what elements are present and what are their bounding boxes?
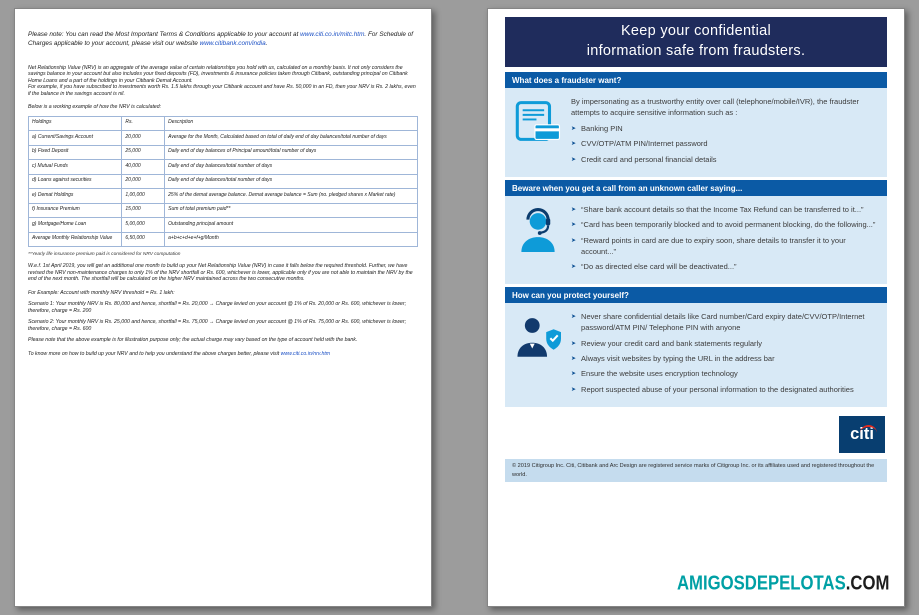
list-item <box>571 124 877 135</box>
flyer-body <box>488 9 904 606</box>
cell-description: Average for the Month, Calculated based on total of daily end of day balances/total number of days <box>165 131 418 146</box>
column-header-holdings: Holdings <box>29 116 122 131</box>
nrv-info-link[interactable]: www.citi.co.in/nrv.htm <box>280 350 331 357</box>
section1-icon-column <box>505 97 571 170</box>
more-info-text: To know more on how to build up your NRV and to help you understand the above charges better, please visit <box>28 350 281 357</box>
list-item <box>571 385 877 396</box>
nrv-table-header-row <box>29 116 418 131</box>
section2-title-bar: Beware when you get a call from an unknown caller saying... <box>505 180 887 196</box>
logo-row <box>505 410 887 459</box>
charges-link[interactable]: www.citibank.com/india <box>199 39 266 47</box>
arrow-bullet-icon: ➤ <box>571 237 577 244</box>
cell-holding: d) Loans against securities <box>29 174 122 189</box>
terms-document-body <box>15 9 431 357</box>
bullet-text: “Card has been temporarily blocked and to avoid permanent blocking, do the following...” <box>581 220 876 230</box>
list-item <box>571 312 877 334</box>
nrv-example-paragraph: For example, if you have subscribed to investments worth Rs. 1.5 lakhs through your Citibank account and have Rs. 50,000 in an FD, then your NRV is Rs. 2 lakhs, even if the balance in the savings account is nil. <box>28 84 416 97</box>
table-row <box>29 203 418 218</box>
nrv-calculation-table <box>28 116 418 248</box>
section1-title-bar: What does a fraudster want? <box>505 72 887 88</box>
table-row <box>29 174 418 189</box>
arrow-bullet-icon: ➤ <box>571 356 577 362</box>
bullet-text: Ensure the website uses encryption technology <box>581 369 738 379</box>
arrow-bullet-icon: ➤ <box>571 340 577 347</box>
cell-holding: c) Mutual Funds <box>29 160 122 175</box>
arrow-bullet-icon: ➤ <box>571 156 577 163</box>
cell-amount: 5,00,000 <box>122 218 165 233</box>
flyer-title <box>505 17 887 67</box>
arrow-bullet-icon: ➤ <box>571 222 577 229</box>
section1-intro: By impersonating as a trustworthy entity over call (telephone/mobile/IVR), the fraudster attempts to acquire sensitive information such as : <box>571 97 860 117</box>
cell-description: Outstanding principal amount <box>165 218 418 233</box>
section3-title-bar: How can you protect yourself? <box>505 287 887 303</box>
list-item <box>571 155 877 166</box>
arrow-bullet-icon: ➤ <box>571 371 577 378</box>
cell-holding: g) Mortgage/Home Loan <box>29 218 122 233</box>
cell-holding: Average Monthly Relationship Value <box>29 232 122 247</box>
watermark-brand: AMIGOSDEPELOTAS <box>676 572 846 595</box>
terms-note-text-2: . For Schedule of Charges applicable to your account, please visit our website <box>28 31 414 47</box>
terms-note-text-1: Please note: You can read the Most Important Terms & Conditions applicable to your account at <box>28 31 301 38</box>
fraud-awareness-page <box>487 8 905 607</box>
cell-amount: 25,000 <box>122 145 165 160</box>
copyright-notice: © 2019 Citigroup Inc. Citi, Citibank and Arc Design are registered service marks of Citigroup Inc. or its affiliates used and registered throughout the world. <box>505 459 887 482</box>
flyer-title-line-1: Keep your confidential <box>620 23 772 39</box>
column-header-description: Description <box>165 116 418 131</box>
illustration-note: Please note that the above example is for illustration purpose only; the actual charge may vary based on the type of account held with the bank. <box>28 337 358 344</box>
mitc-link[interactable]: www.citi.co.in/mitc.htm <box>300 31 365 38</box>
section2-bullet-list <box>571 205 877 273</box>
bullet-text: “Share bank account details so that the Income Tax Refund can be transferred to it...” <box>581 205 864 214</box>
table-row <box>29 189 418 204</box>
list-item <box>571 354 877 365</box>
example-heading: For Example: Account with monthly NRV threshold = Rs. 1 lakh: <box>28 289 175 296</box>
more-info-paragraph <box>28 351 418 358</box>
cell-description: Sum of total premium paid** <box>165 203 418 218</box>
cell-description: Daily end of day balances of Principal amount/total number of days <box>165 145 418 160</box>
watermark <box>677 572 889 595</box>
nrv-definition-paragraph: Net Relationship Value (NRV) is an aggregate of the average value of certain relationships you hold with us, calculated on a monthly basis. It not only considers the savings balance in your account but also includes your fixed deposits (FD), investments & insurance policies taken through Citibank, outstanding principal on Citibank Home Loans and a part of the holdings in your Citibank Demat Account. <box>28 64 408 84</box>
bullet-text: Never share confidential details like Card number/Card expiry date/CVV/OTP/Internet password/ATM PIN/ Telephone PIN with anyone <box>581 312 865 333</box>
cell-amount: 20,000 <box>122 174 165 189</box>
list-item <box>571 205 877 216</box>
terms-note-paragraph <box>28 31 418 49</box>
table-footnote: **Yearly life insurance premium paid is considered for NRV computation <box>28 252 181 258</box>
list-item <box>571 262 877 273</box>
section-fraudster-want <box>505 72 887 177</box>
table-row <box>29 131 418 146</box>
section3-bullet-list <box>571 312 877 395</box>
nrv-definition-block <box>28 65 418 98</box>
bullet-text: “Do as directed else card will be deactivated...” <box>581 262 737 271</box>
list-item <box>571 339 877 350</box>
arrow-bullet-icon: ➤ <box>571 386 577 393</box>
citi-arc-icon <box>860 425 877 433</box>
cell-holding: f) Insurance Premium <box>29 203 122 218</box>
bullet-text: CVV/OTP/ATM PIN/Internet password <box>581 139 708 149</box>
terms-note-text-3: . <box>265 39 268 47</box>
shield-person-icon <box>515 315 561 359</box>
cell-holding: b) Fixed Deposit <box>29 145 122 160</box>
arrow-bullet-icon: ➤ <box>571 264 577 270</box>
bullet-text: Credit card and personal financial details <box>581 154 717 164</box>
list-item <box>571 369 877 380</box>
cell-amount: 20,000 <box>122 131 165 146</box>
scenario-1-line: Scenario 1: Your monthly NRV is Rs. 80,000 and hence, shortfall = Rs. 20,000 → Charge levied on your account @ 1% of Rs. 20,000 or Rs. 600, whichever is lower; therefore, charge = Rs. 200 <box>28 301 407 314</box>
citi-logo <box>839 416 885 453</box>
cell-amount: 6,50,000 <box>122 232 165 247</box>
citi-logo-text: citi <box>850 425 874 444</box>
cell-amount: 1,00,000 <box>122 189 165 204</box>
cell-description: Daily end of day balances/total number of days <box>165 174 418 189</box>
watermark-tld: .COM <box>845 572 889 595</box>
document-page-terms <box>14 8 432 607</box>
bullet-text: Report suspected abuse of your personal information to the designated authorities <box>581 384 854 394</box>
section-protect-yourself <box>505 287 887 407</box>
bullet-text: “Reward points in card are due to expiry soon, share details to transfer it to your account...” <box>581 235 846 256</box>
cell-amount: 15,000 <box>122 203 165 218</box>
cell-description: a+b+c+d+e+f+g/Month <box>165 232 418 247</box>
card-terminal-icon <box>515 100 561 142</box>
cell-holding: a) Current/Savings Account <box>29 131 122 146</box>
call-agent-icon <box>517 208 559 254</box>
cell-description: 25% of the demat average balance. Demat average balance = Sum (no. pledged shares x Market rate) <box>165 189 418 204</box>
scenario-2-line: Scenario 2: Your monthly NRV is Rs. 25,000 and hence, shortfall = Rs. 75,000 → Charge levied on your account @ 1% of Rs. 75,000 or Rs. 600, whichever is lower; therefore, charge = Rs. 600 <box>28 319 407 332</box>
bullet-text: Banking PIN <box>581 123 623 133</box>
arrow-bullet-icon: ➤ <box>571 207 577 213</box>
nrv-revision-paragraph: W.e.f. 1st April 2019, you will get an additional one month to build up your Net Relationship Value (NRV) in case it falls below the required threshold. Further, we have revised the NRV non-maintenance charges to only 1% of the NRV shortfall or Rs. 600, whichever is lower, applicable only if you are not able to maintain the NRV by the end of the next month. The shortfall will be calculated on the higher NRV maintained across the two consecutive months. <box>28 263 413 283</box>
flyer-title-line-2: information safe from fraudsters. <box>586 42 806 59</box>
arrow-bullet-icon: ➤ <box>571 141 577 148</box>
table-row <box>29 218 418 233</box>
cell-amount: 40,000 <box>122 160 165 175</box>
bullet-text: Review your credit card and bank statements regularly <box>581 338 762 348</box>
table-row <box>29 145 418 160</box>
column-header-rs: Rs. <box>122 116 165 131</box>
section3-icon-column <box>505 312 571 400</box>
list-item <box>571 236 877 258</box>
cell-description: Daily end of day balances/total number of days <box>165 160 418 175</box>
list-item <box>571 220 877 231</box>
arrow-bullet-icon: ➤ <box>571 314 577 321</box>
section-beware-calls <box>505 180 887 284</box>
bullet-text: Always visit websites by typing the URL in the address bar <box>581 354 775 363</box>
cell-holding: e) Demat Holdings <box>29 189 122 204</box>
table-intro-line: Below is a working example of how the NRV is calculated: <box>28 104 162 111</box>
list-item <box>571 139 877 150</box>
table-row <box>29 160 418 175</box>
section1-bullet-list <box>571 124 877 166</box>
arrow-bullet-icon: ➤ <box>571 125 577 132</box>
section2-icon-column <box>505 205 571 277</box>
table-row <box>29 232 418 247</box>
